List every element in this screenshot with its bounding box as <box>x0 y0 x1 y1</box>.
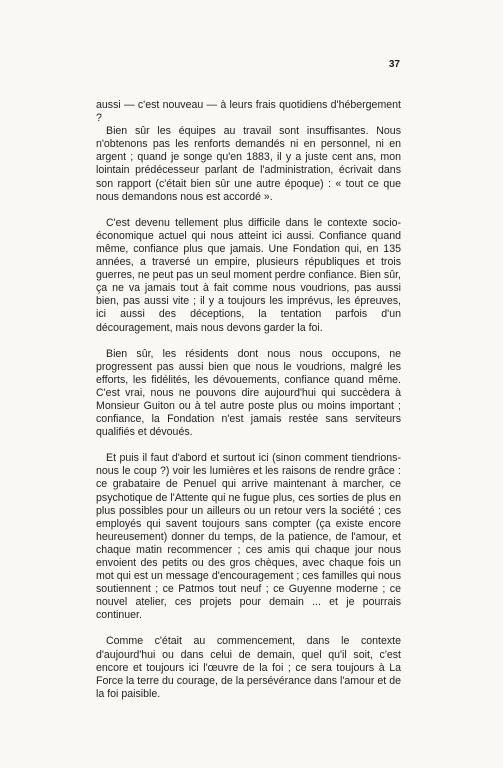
paragraph-3: C'est devenu tellement plus difficile dans le contexte socio-économique actuel qui nous atteint ici aussi. Confiance quand même, confiance plus que jamais. Une Fondation qui, en 135 années, a traversé un empire, plusieurs républiques et trois guerres, ne peut pas un seul moment perdre confiance. Bien sûr, ça ne va jamais tout à fait comme nous voudrions, pas aussi bien, pas aussi vite ; il y a toujours les imprévus, les épreuves, ici aussi des déceptions, la tentation parfois d'un découragement, mais nous devons garder la foi. <box>96 216 401 334</box>
paragraph-4: Bien sûr, les résidents dont nous nous occupons, ne progressent pas aussi bien que nous le voudrions, malgré les efforts, les fidélités, les dévouements, confiance quand même. C'est vrai, nous ne pouvons dire aujourd'hui qui succèdera à Monsieur Guiton ou à tel autre poste plus ou moins important ; confiance, la Fondation n'est jamais restée sans serviteurs qualifiés et dévoués. <box>96 347 401 439</box>
paragraph-5: Et puis il faut d'abord et surtout ici (sinon comment tiendrions-nous le coup ?) voir les lumières et les raisons de rendre grâce : ce grabataire de Penuel qui arrive maintenant à marcher, ce psychotique de l'Attente qui ne fugue plus, ces sorties de plus en plus possibles pour un ailleurs ou un retour vers la société ; ces employés qui savent toujours sans compter (ça existe encore heureusement) donner du temps, de la patience, de l'amour, et chaque matin recommencer ; ces amis qui chaque jour nous envoient des petits ou des gros chèques, avec chaque fois un mot qui est un message d'encouragement ; ces familles qui nous soutiennent ; ce Patmos tout neuf ; ce Guyenne moderne ; ce nouvel atelier, ces projets pour demain ... et je pourrais continuer. <box>96 452 401 622</box>
paragraph-1: aussi — c'est nouveau — à leurs frais quotidiens d'hébergement ? <box>96 99 401 125</box>
body-text <box>96 99 401 701</box>
page-number: 37 <box>388 59 400 70</box>
paragraph-2: Bien sûr les équipes au travail sont insuffisantes. Nous n'obtenons pas les renforts demandés ni en personnel, ni en argent ; quand je songe qu'en 1883, il y a juste cent ans, mon lointain prédécesseur parlant de l'administration, écrivait dans son rapport (c'était bien sûr une autre époque) : « tout ce que nous demandons nous est accordé ». <box>96 125 401 203</box>
paragraph-6: Comme c'était au commencement, dans le contexte d'aujourd'hui ou dans celui de demain, quel qu'il soit, c'est encore et toujours ici l'œuvre de la foi ; ce sera toujours à La Force la terre du courage, de la persévérance dans l'amour et de la foi paisible. <box>96 635 401 700</box>
